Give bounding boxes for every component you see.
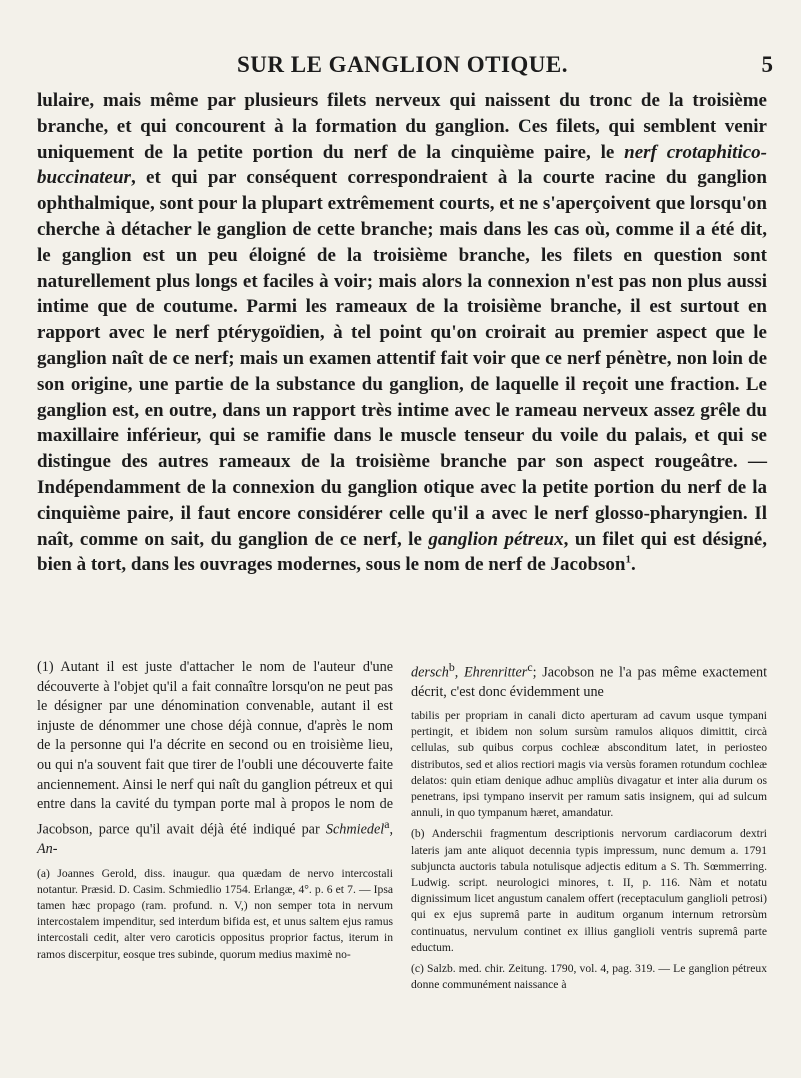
running-title: SUR LE GANGLION OTIQUE. [236, 52, 568, 77]
footnote-marker-b: b [448, 660, 455, 674]
main-text-segment: , un filet qui est désigné, bien à tort, dans les ouvrages modernes, sous le nom de nerf de Jacobson [37, 528, 767, 576]
footnote-reference: 1 [625, 554, 631, 567]
main-text-segment: , et qui par conséquent correspondraient à la courte racine du ganglion ophthalmique, sont pour la plupart extrêmement courts, et ne s'aperçoivent que lorsqu'on cherche à détacher le ganglion de cette branche; mais dans les cas où, comme il a été dit, le ganglion est un peu éloigné de la troisième branche, les filets en question sont naturellement plus longs et faciles à voir; mais alors la connexion n'est pas non plus aussi intime que de coutume. Parmi les rameaux de la troisième branche, il est surtout en rapport avec le nerf ptérygoïdien, à tel point qu'on croirait au premier aspect que le ganglion naît de ce nerf; mais un examen attentif fait voir que ce nerf pénètre, non loin de son origine, une partie de la substance du ganglion, de laquelle il reçoit une fraction. Le ganglion est, en outre, dans un rapport très intime avec le rameau nerveux assez grêle du maxillaire inférieur, qui se ramifie dans le muscle tenseur du voile du palais, et qui se distingue des autres rameaux de la troisième branche par son aspect rougeâtre. — Indépendamment de la connexion du ganglion otique avec la petite portion du nerf de la cinquième paire, il faut encore considérer celle qu'il a avec le nerf glosso-pharyngien. Il naît, comme on sait, du ganglion de ce nerf, le [37, 167, 767, 550]
main-text-segment: lulaire, mais même par plusieurs filets nerveux qui naissent du tronc de la troisième branche, et qui concourent à la formation du ganglion. Ces filets, qui semblent venir uniquement de la petite portion du nerf de la cinquième paire, le [37, 90, 767, 163]
footnote-c: (c) Salzb. med. chir. Zeitung. 1790, vol. 4, pag. 319. — Le ganglion pétreux donne communément naissance à [411, 961, 767, 992]
term-ganglion-petreux: ganglion pétreux [428, 528, 564, 550]
footnote-a-continued: tabilis per propriam in canali dicto aperturam ad cavum usque tympani pertingit, et ibidem non solum sursùm ramulos aliquos dimittit, circà cellulas, sub quibus corpus cochleæ absconditum latet, in periosteo distributos, sed et alios rectiori magis via versùs foramen rotundum cochleæ delatos: quin etiam denique adhuc ampliùs divagatur et inter alia durum os penetrans, ipsi tympano inservit per ramum satis insignem, qui ad sulcum annuli, in quo tympanum hæret, amandatur. [411, 708, 767, 820]
footnote-1: (1) Autant il est juste d'attacher le nom de l'auteur d'une découverte à l'objet qu'il a fait connaître lorsqu'on ne peut pas le désigner par une dénomination convenable, autant il est injuste de dénommer une chose déjà connue, d'après le nom de la personne qui l'a décrite en second ou en troisième lieu, ou qui n'a souvent fait que tirer de l'oubli une découverte faite anciennement. Ainsi le nerf qui naît du ganglion pétreux et qui entre dans la cavité du tympan porte mal à propos le nom de Jacobson, parce qu'il avait déjà été indiqué par Schmiedel$^a$, An- [37, 659, 393, 858]
footnote-a: (a) Joannes Gerold, diss. inaugur. qua quædam de nervo intercostali notantur. Præsid. D. Casim. Schmiedlio 1754. Erlangæ, 4°. p. 6 et 7. — Ipsa tamen hæc propago (ram. profund. n. V,) non semper tota in nervum intercostalem impenditur, sed interdum bifida est, et unus saltem ejus ramus intercostali cedit, alter vero caroticis oppositus proprior factus, iterum in ramos discerpitur, eosque tres subinde, quorum medius maximè no- [37, 866, 393, 961]
term-nerf-crotaphitico-buccinateur: nerf crotaphitico-buccinateur [37, 141, 767, 189]
footnotes-left-column [37, 658, 393, 963]
footnote-marker-a: a [384, 816, 390, 831]
author-schmiedel: Schmiedel [325, 821, 385, 838]
footnotes-area [37, 658, 767, 1068]
footnote-b: (b) Anderschii fragmentum descriptionis nervorum cardiacorum dextri lateris jam ante aliquot decennia typis impressum, nunc demum a. 1791 subjuncta auctoris tabula notulisque adjectis editum a S. Th. Sœmmerring. Ludwig. script. neurologici minores, t. II, p. 116. Nàm et notatu dignissimum licet angustum canalem offert (receptaculum ganglioli petrosi) qui ex ejus supremâ parte in auditum organum internum retrorsùm continuatus, nervulum continet ex illius ganglioli ventris supremâ parte eductum. [411, 827, 767, 954]
footnote-1-continued: dersch$^b$, Ehrenritter$^c$; Jacobson ne l'a pas même exactement décrit, c'est donc évidemment une [411, 660, 768, 701]
footnotes-right-column [411, 658, 767, 993]
footnote-1-continued-text: ; Jacobson ne l'a pas même exactement décrit, c'est donc évidemment une [411, 664, 768, 701]
main-paragraph [37, 88, 767, 578]
footnote-marker-c: c [527, 660, 533, 674]
page-number: 5 [761, 52, 773, 77]
main-text-segment: . [630, 554, 636, 576]
author-andersch-end: dersch [411, 664, 449, 681]
footnote-1-text: (1) Autant il est juste d'attacher le nom de l'auteur d'une découverte à l'objet qu'il a fait connaître lorsqu'on ne peut pas le désigner par une dénomination convenable, autant il est injuste de dénommer une chose déjà connue, d'après le nom de la personne qui l'a décrite en second ou en troisième lieu, ou qui n'a souvent fait que tirer de l'oubli une découverte faite anciennement. Ainsi le nerf qui naît du ganglion pétreux et qui entre dans la cavité du tympan porte mal à propos le nom de Jacobson, parce qu'il avait déjà été indiqué par [37, 659, 393, 838]
author-andersch-start: An- [37, 841, 58, 858]
page-header [30, 52, 775, 82]
author-ehrenritter: Ehrenritter [464, 664, 528, 681]
